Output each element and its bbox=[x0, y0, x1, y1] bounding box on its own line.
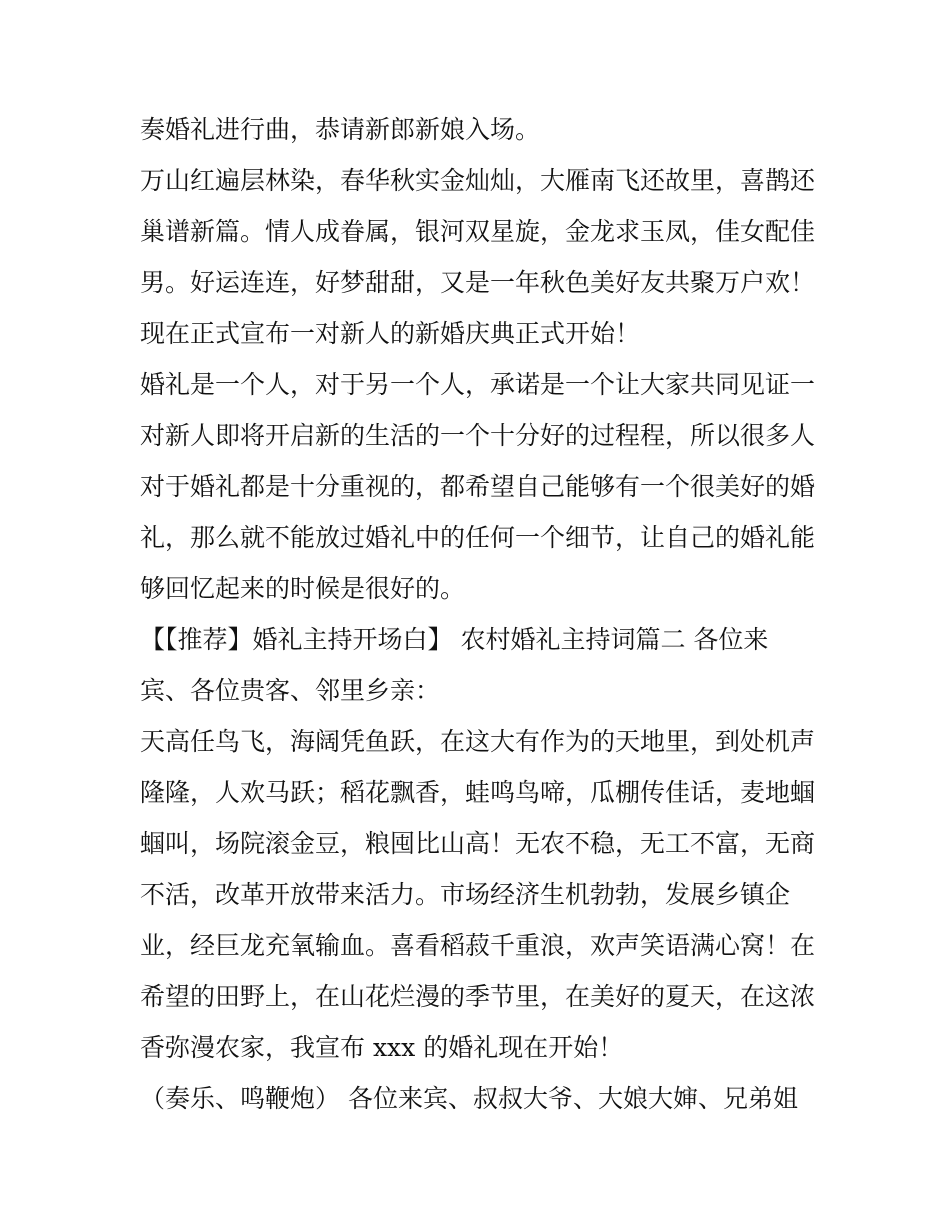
text-line: 隆隆，人欢马跃；稻花飘香，蛙鸣鸟啼，瓜棚传佳话，麦地蝈 bbox=[140, 778, 816, 807]
text-line: （奏乐、鸣鞭炮） 各位来宾、叔叔大爷、大娘大婶、兄弟姐 bbox=[140, 1084, 798, 1113]
text-line: 男。好运连连，好梦甜甜，又是一年秋色美好友共聚万户欢！ bbox=[140, 268, 816, 297]
text-line: 奏婚礼进行曲，恭请新郎新娘入场。 bbox=[140, 115, 541, 144]
text-line: 香弥漫农家，我宣布 xxx 的婚礼现在开始！ bbox=[140, 1033, 624, 1062]
text-line: 天高任鸟飞，海阔凭鱼跃，在这大有作为的天地里，到处机声 bbox=[140, 727, 816, 756]
text-line: 婚礼是一个人，对于另一个人，承诺是一个让大家共同见证一 bbox=[140, 370, 816, 399]
text-line: 对新人即将开启新的生活的一个十分好的过程程，所以很多人 bbox=[140, 421, 816, 450]
text-line: 够回忆起来的时候是很好的。 bbox=[140, 574, 466, 603]
text-line: 业，经巨龙充氧输血。喜看稻菽千重浪，欢声笑语满心窝！在 bbox=[140, 931, 816, 960]
text-line: 【【推荐】婚礼主持开场白】 农村婚礼主持词篇二 各位来 bbox=[140, 625, 769, 654]
text-line: 现在正式宣布一对新人的新婚庆典正式开始！ bbox=[140, 319, 641, 348]
document-body bbox=[140, 110, 820, 1130]
text-line: 希望的田野上，在山花烂漫的季节里，在美好的夏天，在这浓 bbox=[140, 982, 816, 1011]
text-line: 对于婚礼都是十分重视的，都希望自己能够有一个很美好的婚 bbox=[140, 472, 816, 501]
text-line: 宾、各位贵客、邻里乡亲： bbox=[140, 676, 441, 705]
text-line: 礼，那么就不能放过婚礼中的任何一个细节，让自己的婚礼能 bbox=[140, 523, 816, 552]
text-line: 巢谱新篇。情人成眷属，银河双星旋，金龙求玉凤，佳女配佳 bbox=[140, 217, 816, 246]
text-line: 万山红遍层林染，春华秋实金灿灿，大雁南飞还故里，喜鹊还 bbox=[140, 166, 816, 195]
text-line: 不活，改革开放带来活力。市场经济生机勃勃，发展乡镇企 bbox=[140, 880, 791, 909]
text-line: 蝈叫，场院滚金豆，粮囤比山高！无农不稳，无工不富，无商 bbox=[140, 829, 816, 858]
